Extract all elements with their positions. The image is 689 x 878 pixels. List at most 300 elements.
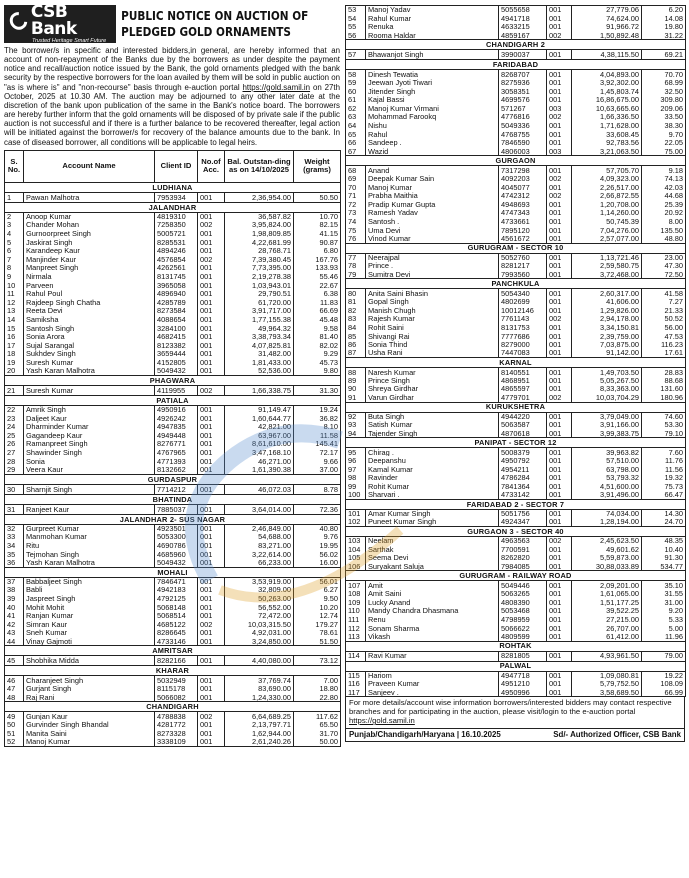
cell-name: Vikash bbox=[366, 633, 499, 642]
table-row bbox=[346, 456, 686, 465]
cell-bal: 3,92,302.00 bbox=[572, 78, 642, 87]
cell-cid: 8140551 bbox=[499, 368, 547, 377]
cell-bal: 3,21,063.50 bbox=[572, 147, 642, 156]
cell-wt: 6.20 bbox=[642, 6, 686, 15]
cell-sno: 92 bbox=[346, 412, 366, 421]
cell-cid: 5055658 bbox=[499, 6, 547, 15]
cell-sno: 74 bbox=[346, 217, 366, 226]
cell-acc: 001 bbox=[547, 217, 572, 226]
cell-bal: 2,57,077.00 bbox=[572, 235, 642, 244]
cell-acc: 001 bbox=[547, 482, 572, 491]
cell-cid: 5049446 bbox=[499, 581, 547, 590]
cell-bal: 7,03,875.00 bbox=[572, 341, 642, 350]
cell-sno: 104 bbox=[346, 545, 366, 554]
cell-acc: 002 bbox=[547, 393, 572, 402]
table-row bbox=[346, 624, 686, 633]
table-row bbox=[346, 253, 686, 262]
cell-wt: 74.13 bbox=[642, 174, 686, 183]
cell-wt: 91.30 bbox=[642, 554, 686, 563]
cell-acc: 001 bbox=[198, 676, 225, 685]
cell-sno: 2 bbox=[5, 212, 24, 221]
cell-cid: 3990037 bbox=[499, 50, 547, 60]
cell-cid: 4045077 bbox=[499, 183, 547, 192]
branch-name: GURDASPUR bbox=[5, 474, 341, 484]
cell-bal: 61,412.00 bbox=[572, 633, 642, 642]
table-row bbox=[5, 603, 341, 612]
cell-sno: 95 bbox=[346, 448, 366, 457]
cell-bal: 10,63,665.60 bbox=[572, 104, 642, 113]
cell-cid: 8262820 bbox=[499, 554, 547, 563]
cell-wt: 82.15 bbox=[294, 221, 341, 230]
table-row bbox=[346, 78, 686, 87]
cell-bal: 1,13,721.46 bbox=[572, 253, 642, 262]
branch-heading bbox=[346, 402, 686, 412]
table-row bbox=[346, 23, 686, 32]
cell-sno: 101 bbox=[346, 509, 366, 518]
cell-wt: 88.68 bbox=[642, 376, 686, 385]
cell-sno: 43 bbox=[5, 629, 24, 638]
cell-cid: 5066622 bbox=[499, 624, 547, 633]
table-row bbox=[346, 518, 686, 527]
intro-text-2: on 27th October, 2025 at 10.30 AM. The auction may be adjourned to any other later date at the discretion of the bank upon publication of the same in the Bank's notice board. The borrowers are hereby further inform that the gold ornaments will be disposed of by private sale if the public auction is not successful and if there is a further balance to be recovered thereafter, legal action will be initiated against the borrower/s for recovery of the balance amounts due to the bank. In case of diseased borrower, all conditions will be applicable to legal heirs. bbox=[4, 82, 340, 147]
cell-acc: 001 bbox=[547, 23, 572, 32]
cell-name: Manita Saini bbox=[24, 729, 155, 738]
cell-wt: 47.30 bbox=[642, 262, 686, 271]
cell-sno: 9 bbox=[5, 272, 24, 281]
cell-wt: 75.73 bbox=[642, 482, 686, 491]
table-row bbox=[346, 651, 686, 661]
cell-cid: 7885037 bbox=[155, 504, 198, 514]
cell-name: Dharminder Kumar bbox=[24, 423, 155, 432]
table-row bbox=[5, 720, 341, 729]
cell-bal: 2,45,623.50 bbox=[572, 537, 642, 546]
cell-bal: 61,720.00 bbox=[225, 298, 294, 307]
branch-heading bbox=[346, 499, 686, 509]
cell-cid: 4950792 bbox=[499, 456, 547, 465]
cell-cid: 5068514 bbox=[155, 612, 198, 621]
cell-sno: 35 bbox=[5, 550, 24, 559]
cell-acc: 001 bbox=[547, 545, 572, 554]
cell-acc: 001 bbox=[198, 524, 225, 533]
cell-name: Rahul Poul bbox=[24, 290, 155, 299]
cell-acc: 001 bbox=[547, 376, 572, 385]
cell-cid: 7700591 bbox=[499, 545, 547, 554]
cell-sno: 40 bbox=[5, 603, 24, 612]
cell-sno: 27 bbox=[5, 448, 24, 457]
cell-wt: 50.52 bbox=[642, 315, 686, 324]
cell-name: Charanjeet Singh bbox=[24, 676, 155, 685]
table-row bbox=[5, 729, 341, 738]
cell-cid: 4926242 bbox=[155, 414, 198, 423]
branch-heading bbox=[346, 243, 686, 253]
cell-bal: 56,552.00 bbox=[225, 603, 294, 612]
cell-wt: 65.50 bbox=[294, 720, 341, 729]
cell-bal: 91,149.47 bbox=[225, 406, 294, 415]
table-row bbox=[5, 594, 341, 603]
cell-cid: 4950996 bbox=[499, 688, 547, 697]
cell-cid: 8281805 bbox=[499, 651, 547, 661]
cell-wt: 22.05 bbox=[642, 139, 686, 148]
cell-bal: 1,60,644.77 bbox=[225, 414, 294, 423]
cell-wt: 145.41 bbox=[294, 440, 341, 449]
cell-bal: 53,793.32 bbox=[572, 474, 642, 483]
cell-bal: 1,62,944.00 bbox=[225, 729, 294, 738]
cell-sno: 24 bbox=[5, 423, 24, 432]
cell-wt: 44.68 bbox=[642, 192, 686, 201]
cell-name: Babli bbox=[24, 586, 155, 595]
cell-wt: 22.80 bbox=[294, 693, 341, 702]
cell-wt: 9.50 bbox=[294, 594, 341, 603]
cell-wt: 117.62 bbox=[294, 712, 341, 721]
cell-bal: 54,688.00 bbox=[225, 533, 294, 542]
intro-text: The borrower/s in specific and interested bidders,in general, are hereby informed that an account of non-repayment of the Banks due by the borrowers as under despite the payment notice and recall/auction notice issued by the Bank, the gold ornaments pledged with the bank security by the respective borrowers for the loan availed by them will be sold in public auction on "as is where is" and "non-recourse" basis through e-auction portal bbox=[4, 46, 340, 92]
cell-wt: 53.30 bbox=[642, 421, 686, 430]
cell-cid: 4786284 bbox=[499, 474, 547, 483]
table-row bbox=[5, 367, 341, 376]
cell-cid: 4742312 bbox=[499, 192, 547, 201]
cell-sno: 12 bbox=[5, 298, 24, 307]
cell-bal: 1,45,803.74 bbox=[572, 87, 642, 96]
cell-bal: 2,46,849.00 bbox=[225, 524, 294, 533]
cell-bal: 10,03,315.50 bbox=[225, 620, 294, 629]
cell-bal: 27,779.06 bbox=[572, 6, 642, 15]
cell-sno: 94 bbox=[346, 429, 366, 438]
cell-sno: 33 bbox=[5, 533, 24, 542]
cell-acc: 003 bbox=[547, 104, 572, 113]
cell-name: Anand bbox=[366, 166, 499, 175]
cell-sno: 63 bbox=[346, 113, 366, 122]
auction-portal-link[interactable]: https://gold.samil.in bbox=[242, 82, 311, 92]
cell-sno: 11 bbox=[5, 290, 24, 299]
cell-cid: 5054340 bbox=[499, 289, 547, 298]
cell-sno: 76 bbox=[346, 235, 366, 244]
table-row bbox=[346, 31, 686, 40]
cell-acc: 001 bbox=[198, 729, 225, 738]
cell-acc: 001 bbox=[547, 200, 572, 209]
cell-bal: 3,47,168.10 bbox=[225, 448, 294, 457]
cell-acc: 001 bbox=[547, 332, 572, 341]
cell-wt: 534.77 bbox=[642, 562, 686, 571]
cell-bal: 37,769.74 bbox=[225, 676, 294, 685]
cell-bal: 27,215.00 bbox=[572, 615, 642, 624]
cell-wt: 25.39 bbox=[642, 200, 686, 209]
cell-wt: 19.80 bbox=[642, 23, 686, 32]
footer-place-date: Punjab/Chandigarh/Haryana | 16.10.2025 bbox=[349, 729, 501, 739]
cell-bal: 3,38,793.34 bbox=[225, 333, 294, 342]
cell-acc: 001 bbox=[198, 603, 225, 612]
cell-bal: 1,29,826.00 bbox=[572, 306, 642, 315]
cell-sno: 109 bbox=[346, 598, 366, 607]
cell-cid: 4802699 bbox=[499, 298, 547, 307]
cell-wt: 73.12 bbox=[294, 656, 341, 666]
table-row bbox=[346, 289, 686, 298]
cell-name: Samiksha bbox=[24, 315, 155, 324]
cell-wt: 131.60 bbox=[642, 385, 686, 394]
cell-name: Buta Singh bbox=[366, 412, 499, 421]
table-row bbox=[346, 226, 686, 235]
cell-bal: 36,587.82 bbox=[225, 212, 294, 221]
cell-sno: 67 bbox=[346, 147, 366, 156]
cell-name: Amit Saini bbox=[366, 590, 499, 599]
cell-name: Shobhika Midda bbox=[24, 656, 155, 666]
branch-heading bbox=[346, 279, 686, 289]
table-row bbox=[346, 139, 686, 148]
cell-acc: 001 bbox=[198, 656, 225, 666]
cell-sno: 99 bbox=[346, 482, 366, 491]
footer-portal-link[interactable]: https://gold.samil.in bbox=[349, 716, 415, 726]
cell-acc: 001 bbox=[547, 323, 572, 332]
cell-wt: 14.08 bbox=[642, 14, 686, 23]
cell-cid: 3659444 bbox=[155, 350, 198, 359]
cell-bal: 57,510.00 bbox=[572, 456, 642, 465]
cell-sno: 45 bbox=[5, 656, 24, 666]
table-row bbox=[5, 238, 341, 247]
cell-bal: 1,28,194.00 bbox=[572, 518, 642, 527]
cell-wt: 6.27 bbox=[294, 586, 341, 595]
cell-cid: 4779701 bbox=[499, 393, 547, 402]
cell-name: Gopal Singh bbox=[366, 298, 499, 307]
branch-name: FARIDABAD 2 - SECTOR 7 bbox=[346, 499, 686, 509]
cell-bal: 6,64,689.25 bbox=[225, 712, 294, 721]
cell-sno: 86 bbox=[346, 341, 366, 350]
cell-cid: 4950916 bbox=[155, 406, 198, 415]
cell-acc: 001 bbox=[198, 307, 225, 316]
cell-sno: 93 bbox=[346, 421, 366, 430]
cell-cid: 5068148 bbox=[155, 603, 198, 612]
cell-cid: 571267 bbox=[499, 104, 547, 113]
cell-acc: 001 bbox=[547, 581, 572, 590]
cell-acc: 001 bbox=[547, 448, 572, 457]
cell-acc: 001 bbox=[198, 466, 225, 475]
cell-cid: 8273328 bbox=[155, 729, 198, 738]
cell-sno: 72 bbox=[346, 200, 366, 209]
cell-name: Santosh Singh bbox=[24, 324, 155, 333]
table-row bbox=[5, 358, 341, 367]
cell-bal: 3,91,717.00 bbox=[225, 307, 294, 316]
cell-sno: 39 bbox=[5, 594, 24, 603]
cell-name: Reeta Devi bbox=[24, 307, 155, 316]
cell-sno: 16 bbox=[5, 333, 24, 342]
cell-cid: 7984085 bbox=[499, 562, 547, 571]
table-row bbox=[346, 349, 686, 358]
cell-name: Raj Rani bbox=[24, 693, 155, 702]
cell-bal: 3,95,824.00 bbox=[225, 221, 294, 230]
cell-name: Pradip Kumar Gupta bbox=[366, 200, 499, 209]
cell-name: Ravinder bbox=[366, 474, 499, 483]
cell-acc: 001 bbox=[547, 130, 572, 139]
cell-acc: 001 bbox=[198, 324, 225, 333]
table-row bbox=[5, 229, 341, 238]
cell-name: Sumitra Devi bbox=[366, 270, 499, 279]
cell-bal: 46,072.03 bbox=[225, 484, 294, 494]
cell-acc: 002 bbox=[547, 113, 572, 122]
cell-bal: 4,40,080.00 bbox=[225, 656, 294, 666]
cell-cid: 5049336 bbox=[499, 121, 547, 130]
cell-cid: 5051756 bbox=[499, 509, 547, 518]
cell-wt: 38.30 bbox=[642, 121, 686, 130]
cell-wt: 45.48 bbox=[294, 315, 341, 324]
cell-wt: 55.46 bbox=[294, 272, 341, 281]
cell-name: Tejmohan Singh bbox=[24, 550, 155, 559]
cell-cid: 4808390 bbox=[499, 598, 547, 607]
branch-name: LUDHIANA bbox=[5, 182, 341, 192]
cell-bal: 1,81,433.00 bbox=[225, 358, 294, 367]
cell-cid: 5052760 bbox=[499, 253, 547, 262]
cell-acc: 002 bbox=[198, 255, 225, 264]
cell-acc: 002 bbox=[547, 192, 572, 201]
cell-wt: 11.56 bbox=[642, 465, 686, 474]
cell-cid: 4285789 bbox=[155, 298, 198, 307]
cell-wt: 10.20 bbox=[294, 603, 341, 612]
table-row bbox=[5, 350, 341, 359]
cell-sno: 38 bbox=[5, 586, 24, 595]
cell-acc: 001 bbox=[198, 350, 225, 359]
table-row bbox=[346, 166, 686, 175]
table-row bbox=[346, 491, 686, 500]
cell-sno: 32 bbox=[5, 524, 24, 533]
cell-sno: 42 bbox=[5, 620, 24, 629]
cell-bal: 39,963.82 bbox=[572, 448, 642, 457]
cell-sno: 55 bbox=[346, 23, 366, 32]
cell-name: Rohit Saini bbox=[366, 323, 499, 332]
cell-cid: 5049432 bbox=[155, 559, 198, 568]
cell-sno: 102 bbox=[346, 518, 366, 527]
cell-acc: 001 bbox=[547, 226, 572, 235]
cell-name: Vinod Kumar bbox=[366, 235, 499, 244]
cell-cid: 4859167 bbox=[499, 31, 547, 40]
cell-cid: 4733142 bbox=[499, 491, 547, 500]
cell-acc: 003 bbox=[547, 147, 572, 156]
cell-cid: 4944220 bbox=[499, 412, 547, 421]
cell-name: Rajdeep Singh Chatha bbox=[24, 298, 155, 307]
cell-name: Neelam bbox=[366, 537, 499, 546]
table-row bbox=[5, 466, 341, 475]
cell-sno: 114 bbox=[346, 651, 366, 661]
cell-wt: 31.55 bbox=[642, 590, 686, 599]
table-row bbox=[5, 712, 341, 721]
cell-cid: 4119955 bbox=[155, 386, 198, 396]
cell-bal: 49,964.32 bbox=[225, 324, 294, 333]
table-row bbox=[346, 412, 686, 421]
cell-acc: 001 bbox=[198, 693, 225, 702]
table-row bbox=[5, 620, 341, 629]
cell-name: Gurpreet Kumar bbox=[24, 524, 155, 533]
table-row bbox=[346, 341, 686, 350]
cell-wt: 6.38 bbox=[294, 290, 341, 299]
col-accounts: No.of Acc. bbox=[198, 150, 225, 182]
cell-cid: 5066082 bbox=[155, 693, 198, 702]
footer-note bbox=[345, 697, 685, 729]
cell-wt: 6.80 bbox=[294, 247, 341, 256]
cell-cid: 4771393 bbox=[155, 457, 198, 466]
cell-name: Gunjan Kaur bbox=[24, 712, 155, 721]
cell-acc: 001 bbox=[198, 448, 225, 457]
cell-bal: 2,19,278.38 bbox=[225, 272, 294, 281]
cell-cid: 3058351 bbox=[499, 87, 547, 96]
cell-sno: 98 bbox=[346, 474, 366, 483]
csb-logo bbox=[4, 1, 116, 44]
cell-sno: 20 bbox=[5, 367, 24, 376]
cell-cid: 7714212 bbox=[155, 484, 198, 494]
cell-bal: 2,66,872.55 bbox=[572, 192, 642, 201]
cell-bal: 3,22,614.00 bbox=[225, 550, 294, 559]
cell-wt: 9.29 bbox=[294, 350, 341, 359]
cell-wt: 179.27 bbox=[294, 620, 341, 629]
table-row bbox=[5, 212, 341, 221]
table-row bbox=[5, 524, 341, 533]
cell-name: Anoop Kumar bbox=[24, 212, 155, 221]
table-row bbox=[346, 562, 686, 571]
cell-sno: 85 bbox=[346, 332, 366, 341]
cell-wt: 45.73 bbox=[294, 358, 341, 367]
cell-bal: 4,09,323.00 bbox=[572, 174, 642, 183]
cell-name: Suresh Kumar bbox=[24, 358, 155, 367]
cell-cid: 3284100 bbox=[155, 324, 198, 333]
cell-wt: 36.82 bbox=[294, 414, 341, 423]
cell-cid: 4576854 bbox=[155, 255, 198, 264]
cell-acc: 001 bbox=[198, 212, 225, 221]
cell-acc: 001 bbox=[547, 680, 572, 689]
table-row bbox=[346, 385, 686, 394]
cell-wt: 8.10 bbox=[294, 423, 341, 432]
cell-acc: 001 bbox=[547, 421, 572, 430]
cell-cid: 8131753 bbox=[499, 323, 547, 332]
cell-cid: 4949448 bbox=[155, 431, 198, 440]
cell-bal: 92,783.56 bbox=[572, 139, 642, 148]
cell-name: Veera Kaur bbox=[24, 466, 155, 475]
cell-wt: 108.09 bbox=[642, 680, 686, 689]
cell-bal: 2,36,954.00 bbox=[225, 192, 294, 202]
cell-cid: 4947835 bbox=[155, 423, 198, 432]
table-row bbox=[5, 431, 341, 440]
branch-heading bbox=[5, 376, 341, 386]
table-row bbox=[346, 209, 686, 218]
branch-name: CHANDIGARH bbox=[5, 702, 341, 712]
cell-name: Prince . bbox=[366, 262, 499, 271]
cell-name: Sonia Thind bbox=[366, 341, 499, 350]
cell-sno: 37 bbox=[5, 577, 24, 586]
cell-sno: 113 bbox=[346, 633, 366, 642]
table-row bbox=[346, 448, 686, 457]
cell-wt: 19.22 bbox=[642, 671, 686, 680]
cell-wt: 116.23 bbox=[642, 341, 686, 350]
cell-cid: 4963563 bbox=[499, 537, 547, 546]
cell-sno: 49 bbox=[5, 712, 24, 721]
cell-bal: 91,966.72 bbox=[572, 23, 642, 32]
cell-acc: 001 bbox=[547, 139, 572, 148]
cell-acc: 001 bbox=[547, 235, 572, 244]
cell-wt: 70.70 bbox=[642, 70, 686, 79]
branch-name: BHATINDA bbox=[5, 494, 341, 504]
cell-name: Ranjan Kumar bbox=[24, 612, 155, 621]
cell-sno: 79 bbox=[346, 270, 366, 279]
cell-wt: 72.36 bbox=[294, 504, 341, 514]
cell-sno: 68 bbox=[346, 166, 366, 175]
cell-cid: 4809599 bbox=[499, 633, 547, 642]
cell-bal: 63,967.00 bbox=[225, 431, 294, 440]
cell-acc: 001 bbox=[547, 306, 572, 315]
cell-name: Ranjeet Kaur bbox=[24, 504, 155, 514]
cell-bal: 4,38,115.50 bbox=[572, 50, 642, 60]
cell-name: Karandeep Kaur bbox=[24, 247, 155, 256]
cell-bal: 10,03,704.29 bbox=[572, 393, 642, 402]
cell-wt: 81.40 bbox=[294, 333, 341, 342]
table-row bbox=[5, 541, 341, 550]
cell-cid: 4699576 bbox=[499, 96, 547, 105]
cell-name: Uma Devi bbox=[366, 226, 499, 235]
cell-wt: 7.60 bbox=[642, 448, 686, 457]
cell-bal: 1,09,080.81 bbox=[572, 671, 642, 680]
